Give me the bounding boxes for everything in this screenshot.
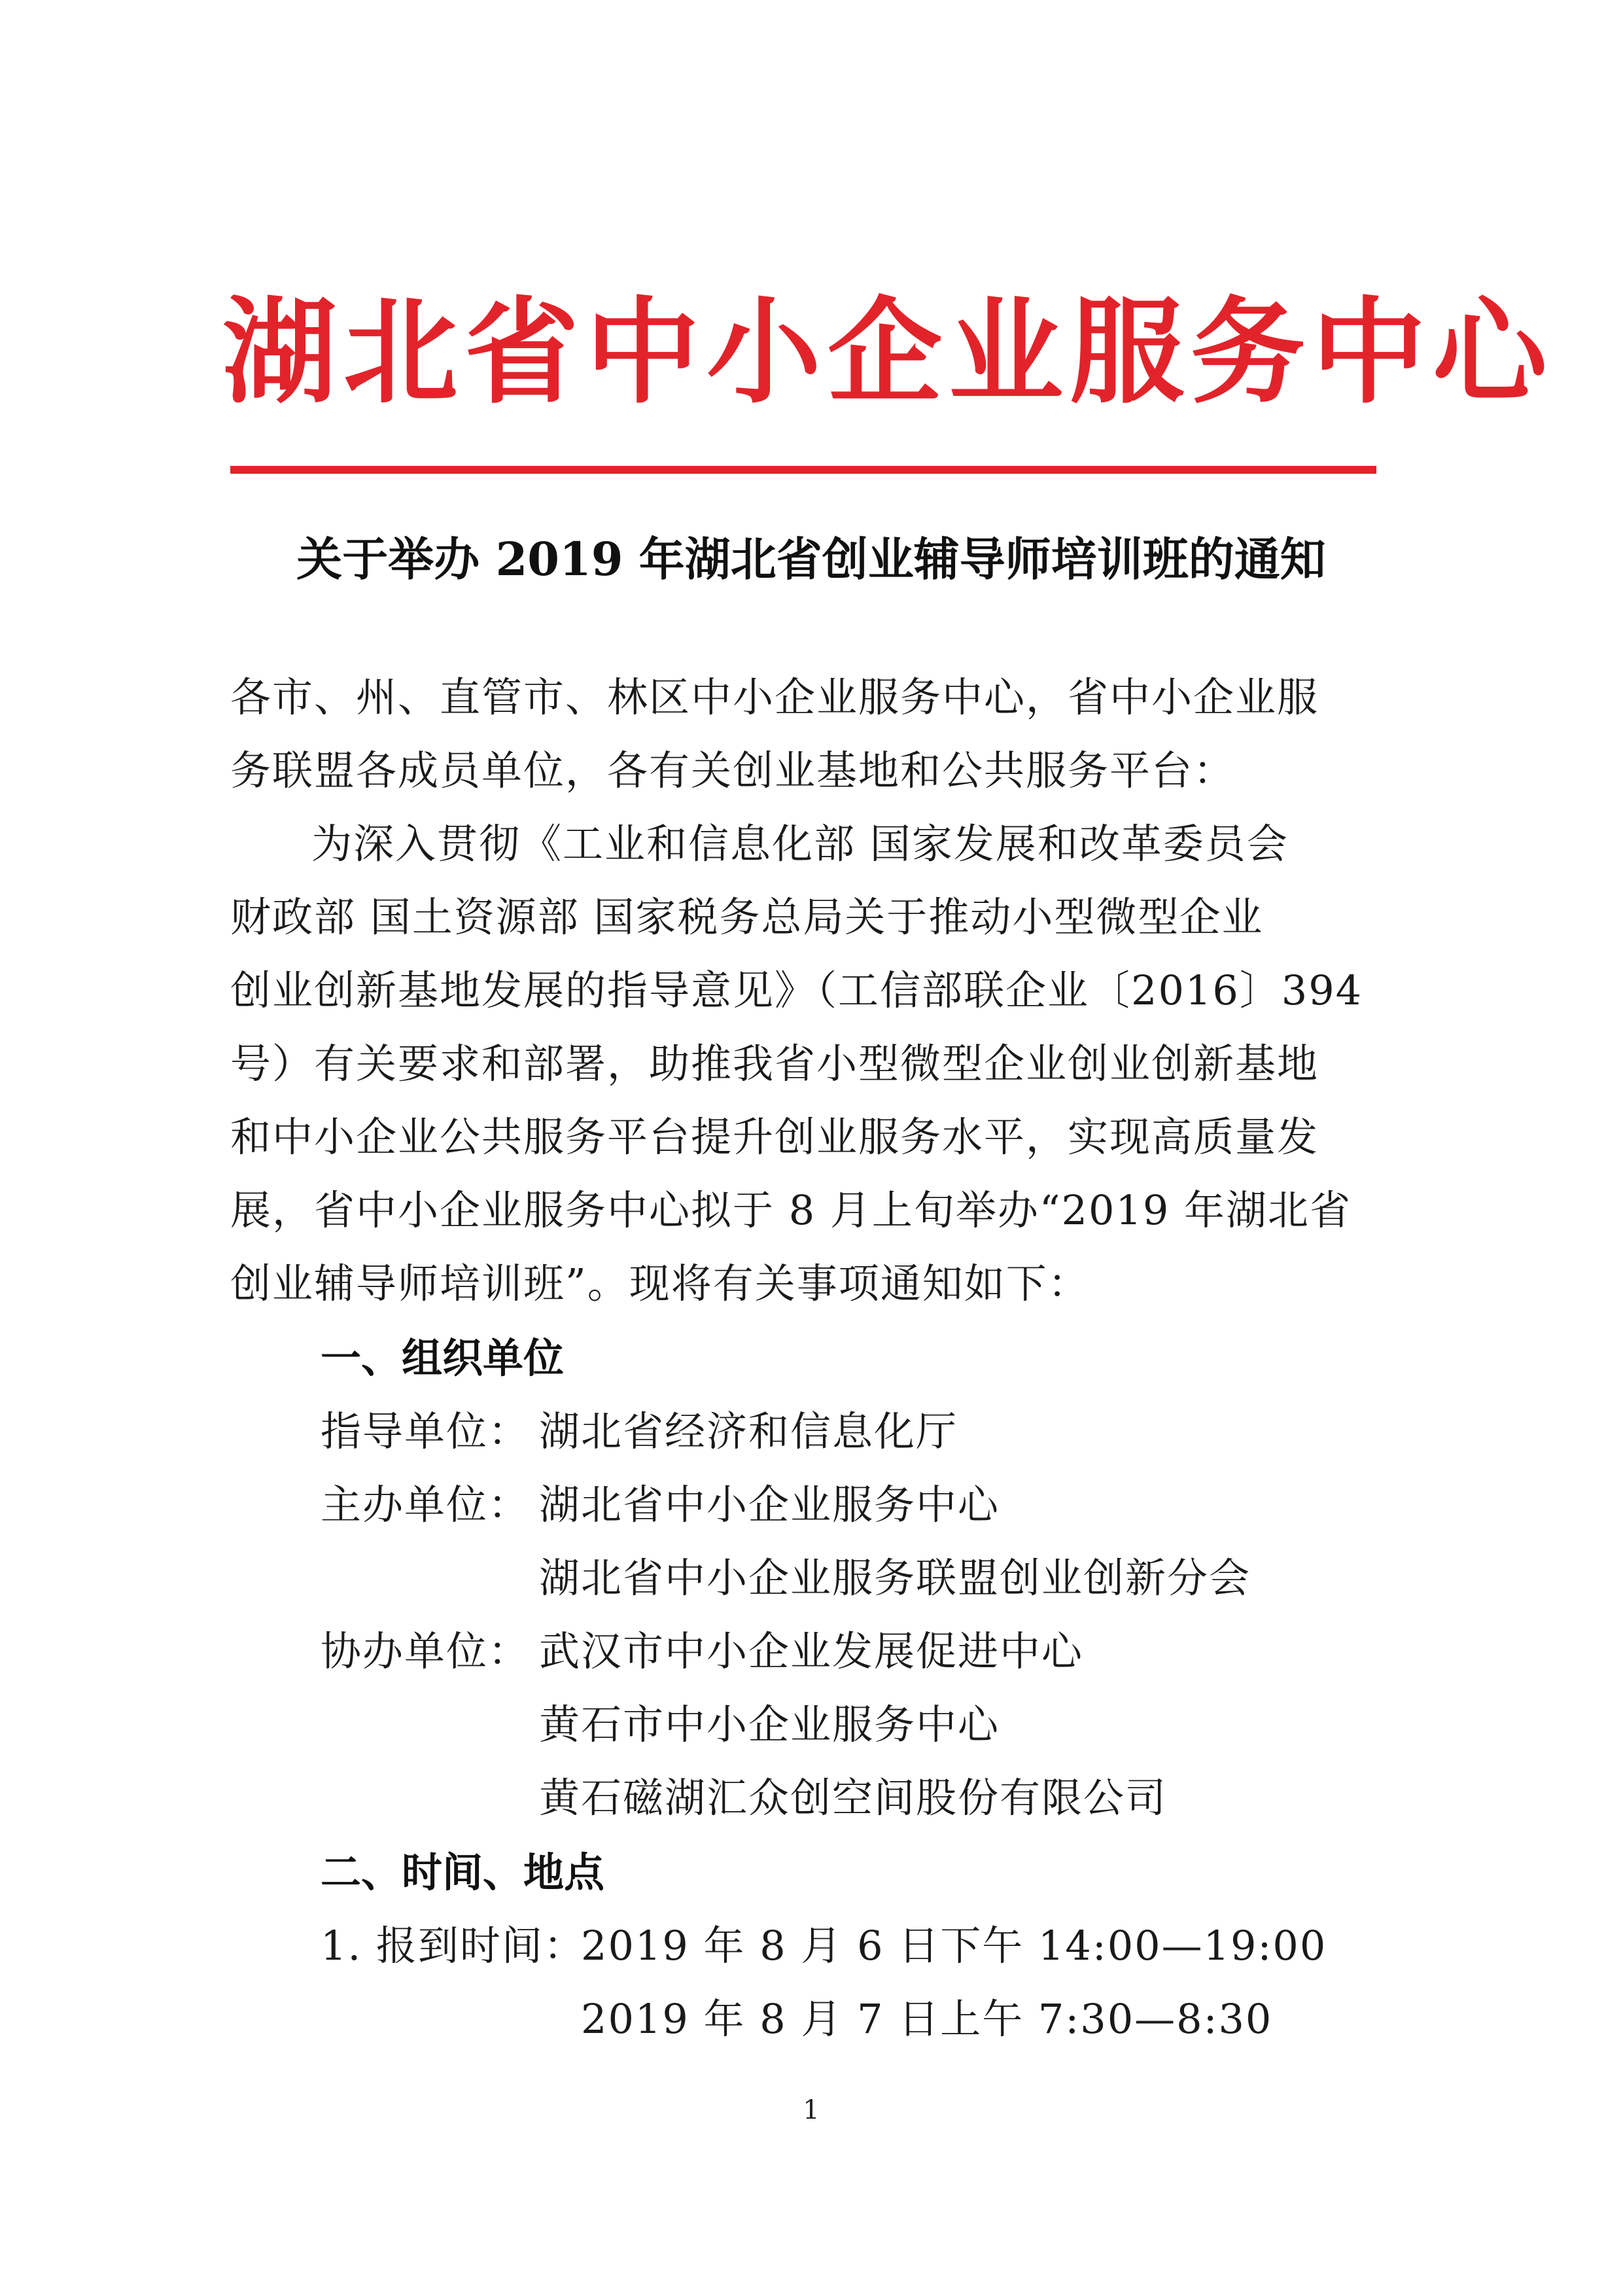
intro-line: 创业创新基地发展的指导意见》（工信部联企业〔2016〕394	[230, 966, 1363, 1014]
notice-title: 关于举办 2019 年湖北省创业辅导师培训班的通知	[296, 532, 1326, 586]
addressee-line: 各市、州、直管市、林区中小企业服务中心，省中小企业服	[230, 673, 1319, 721]
checkin-time-value: 2019 年 8 月 7 日上午 7:30—8:30	[581, 1995, 1273, 2043]
letterhead-red-rule	[230, 466, 1376, 474]
co-unit-value: 武汉市中小企业发展促进中心	[539, 1627, 1084, 1675]
host-unit-label: 主办单位：	[321, 1481, 531, 1528]
co-unit-value: 黄石市中小企业服务中心	[539, 1701, 1000, 1748]
intro-line: 展，省中小企业服务中心拟于 8 月上旬举办“2019 年湖北省	[230, 1186, 1352, 1234]
letterhead-org-name: 湖北省中小企业服务中心	[222, 287, 1554, 419]
section-heading-time-place: 二、时间、地点	[321, 1848, 605, 1896]
checkin-time-value: 2019 年 8 月 6 日下午 14:00—19:00	[581, 1922, 1327, 1969]
intro-line: 和中小企业公共服务平台提升创业服务水平，实现高质量发	[230, 1113, 1319, 1161]
co-unit-label: 协办单位：	[321, 1627, 531, 1675]
intro-line: 创业辅导师培训班”。现将有关事项通知如下：	[230, 1260, 1090, 1307]
intro-line: 财政部 国土资源部 国家税务总局关于推动小型微型企业	[230, 893, 1264, 941]
section-heading-organizers: 一、组织单位	[321, 1334, 565, 1382]
host-unit-value: 湖北省中小企业服务联盟创业创新分会	[539, 1554, 1251, 1602]
guide-unit-value: 湖北省经济和信息化厅	[539, 1407, 958, 1455]
page-number: 1	[803, 2095, 820, 2125]
host-unit-value: 湖北省中小企业服务中心	[539, 1481, 1000, 1528]
intro-line: 号）有关要求和部署，助推我省小型微型企业创业创新基地	[230, 1040, 1319, 1087]
checkin-time-label: 1. 报到时间：	[321, 1922, 585, 1969]
guide-unit-label: 指导单位：	[321, 1407, 531, 1455]
intro-line: 为深入贯彻《工业和信息化部 国家发展和改革委员会	[311, 820, 1289, 868]
addressee-line: 务联盟各成员单位，各有关创业基地和公共服务平台：	[230, 747, 1236, 794]
co-unit-value: 黄石磁湖汇众创空间股份有限公司	[539, 1774, 1168, 1822]
